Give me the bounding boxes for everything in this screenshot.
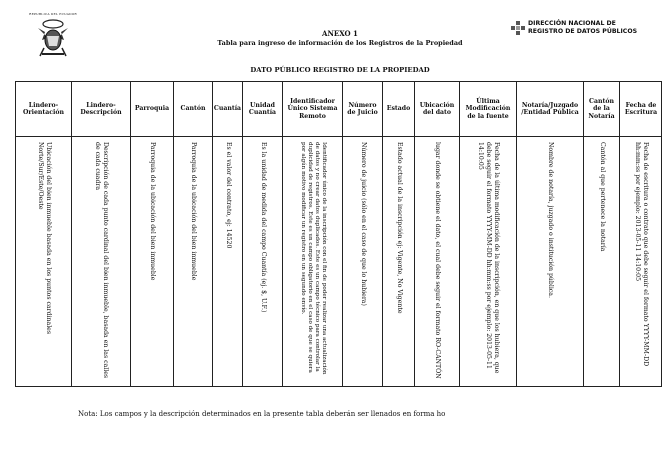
header-estado: Estado [386, 105, 411, 113]
cell-identificador-unico [283, 137, 342, 387]
header-cuantia: Cuantía [213, 105, 242, 113]
logo-line-2: REGISTRO DE DATOS PÚBLICOS [528, 28, 638, 35]
cell-lindero-orientacion [16, 137, 71, 387]
cell-ubicacion-dato [415, 137, 459, 387]
cell-cuantia [213, 137, 242, 387]
header-fecha-escritura: Fecha de Escritura [624, 101, 658, 116]
cell-lindero-descripcion [72, 137, 130, 387]
cell-canton-notaria [584, 137, 619, 387]
header-lindero-orientacion: Lindero-Orientación [22, 101, 65, 116]
logo-squares-icon [511, 21, 525, 35]
logo-line-1: DIRECCIÓN NACIONAL DE [528, 20, 616, 27]
cell-text: Es la unidad de medida del campo Cuantía (ej. $, U.F.) [259, 142, 267, 313]
cell-ultima-modificacion [460, 137, 516, 387]
seal-caption: REPUBLICA DEL ECUADOR [29, 12, 77, 16]
annex-title: ANEXO 1 [322, 29, 358, 38]
cell-text: Identificador único de la inscripción con el fin de poder realizar una actualización de datos y no crear datos duplicados. Este es un campo técnico para controlar la duplicidad de registros. Este es un campo obligatorio en el caso de que se quiera por algún motivo modificar un registro en un segundo envío. [299, 142, 327, 375]
data-table [15, 81, 662, 387]
cell-notaria-juzgado [517, 137, 583, 387]
cell-text: Cantón al que pertenece la notaría [598, 142, 606, 252]
cell-text: Ubicación del bien inmueble basada en los puntos cardinales Norte/Sur/Este/Oeste [36, 142, 52, 335]
cell-parroquia [131, 137, 173, 387]
section-title: DATO PÚBLICO REGISTRO DE LA PROPIEDAD [250, 66, 430, 74]
cell-text: Número de juicio (sólo en el caso de que lo hubiera) [359, 142, 367, 306]
header-canton-notaria: Cantón de la Notaría [588, 97, 615, 120]
footnote: Nota: Los campos y la descripción determinados en la presente tabla deberán ser llenados en forma ho [78, 410, 446, 418]
cell-canton [174, 137, 212, 387]
header-canton: Cantón [180, 105, 206, 113]
cell-text: lugar donde se obtiene el dato, el cual debe seguir el formato RO-CANTÓN [434, 142, 441, 379]
coat-of-arms-seal [30, 14, 76, 58]
cell-text: Fecha de escritura o contrato que debe seguir el formato YYYY-MM-DD hh:mm:ss por ejemplo: 2013-05-11 14:10:05 [634, 142, 649, 367]
cell-text: Nombre de notaría, juzgado o institución pública. [547, 142, 554, 298]
cell-text: Parroquia de la ubicación del bien inmueble [149, 142, 156, 281]
dinardap-logo [511, 20, 637, 36]
header-ultima-modificacion: Última Modificación de la fuente [465, 97, 511, 120]
header-lindero-descripcion: Lindero-Descripción [80, 101, 122, 116]
header-unidad-cuantia: Unidad Cuantía [248, 101, 277, 116]
cell-unidad-cuantia [243, 137, 282, 387]
cell-text: Parroquia de la ubicación del bien inmueble [190, 142, 197, 281]
cell-text: Estado actual de la inscripción ej: Vigente, No Vigente [395, 142, 403, 314]
cell-estado [383, 137, 414, 387]
cell-text: Es el valor del contrato, ej: 14520 [224, 142, 232, 249]
cell-text: Descripción de cada punto cardinal del bien inmueble, basada en las calles de cada cuadra [94, 142, 109, 379]
header-parroquia: Parroquia [134, 105, 170, 113]
header-ubicacion-dato: Ubicación del dato [419, 101, 455, 116]
cell-numero-juicio [343, 137, 382, 387]
header-numero-juicio: Número de Juicio [347, 101, 378, 116]
header-identificador-unico: Identificador Único Sistema Remoto [287, 97, 338, 120]
header-notaria-juzgado: Notaría/Juzgado /Entidad Pública [521, 101, 579, 116]
cell-text: Fecha de la última modificación de la inscripción, en que los hubiera, que debe seguir el formato YYYY-MM-DD hh:mm:ss por ejemplo: 2013-05-11 14:10:05 [477, 142, 500, 374]
cell-fecha-escritura [620, 137, 662, 387]
annex-subtitle: Tabla para ingreso de información de los Registros de la Propiedad [217, 39, 463, 47]
